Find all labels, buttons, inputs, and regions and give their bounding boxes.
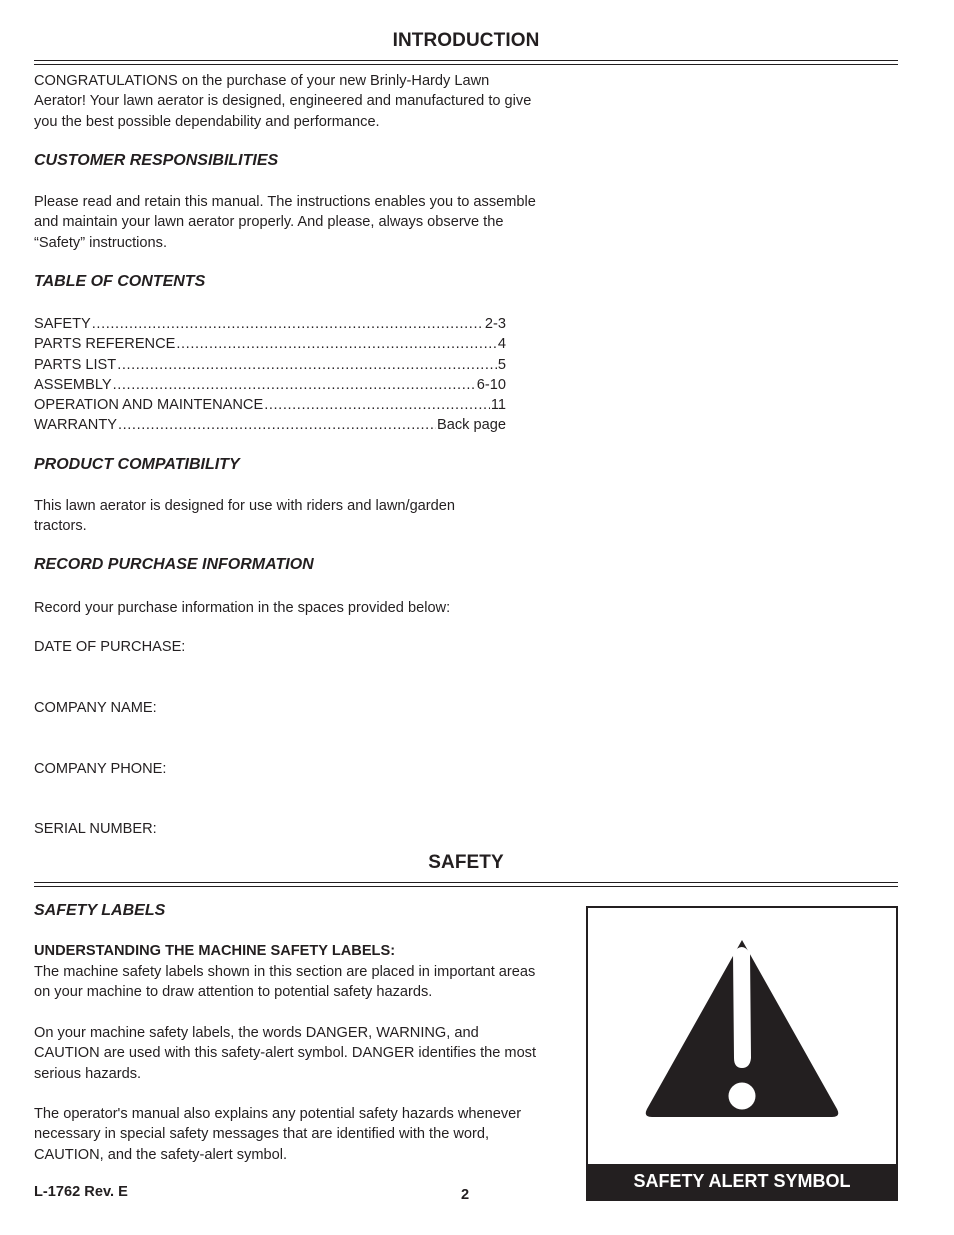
intro-paragraph: CONGRATULATIONS on the purchase of your new Brinly-Hardy Lawn Aerator! Your lawn aerator is designed, engineered and manufactured to give you the best possible dependability and performance.	[34, 73, 532, 130]
toc-entry-page: 11	[490, 397, 506, 414]
toc-entry-parts-reference	[34, 334, 506, 354]
page-number: 2	[460, 1187, 470, 1203]
toc-entry-operation-maintenance	[34, 395, 506, 415]
toc-entry-label: ASSEMBLY	[34, 376, 112, 393]
safety-alert-caption: SAFETY ALERT SYMBOL	[588, 1164, 896, 1199]
understanding-labels-heading: UNDERSTANDING THE MACHINE SAFETY LABELS:	[34, 943, 396, 959]
toc-entry-page: 5	[497, 356, 506, 373]
safety-paragraph-3: The operator's manual also explains any potential safety hazards whenever necessary in special safety messages that are identified with the word, CAUTION, and the safety-alert symbol.	[34, 1106, 522, 1163]
toc-entry-page: 4	[497, 336, 506, 353]
toc-leader-dots	[113, 375, 476, 395]
toc-entry-warranty	[34, 415, 506, 435]
toc-entry-safety	[34, 314, 506, 334]
toc-entry-label: SAFETY	[34, 316, 91, 332]
introduction-rule	[34, 60, 898, 65]
toc-leader-dots	[176, 334, 497, 354]
toc-entry-label: PARTS LIST	[34, 356, 117, 373]
toc-leader-dots	[117, 355, 497, 375]
company-name-label: COMPANY NAME:	[34, 700, 157, 716]
safety-paragraph-1: The machine safety labels shown in this section are placed in important areas on your machine to draw attention to potential safety hazards.	[34, 964, 536, 1001]
customer-responsibilities-heading: CUSTOMER RESPONSIBILITIES	[34, 152, 279, 169]
safety-alert-symbol-box	[586, 906, 898, 1201]
toc-entry-page: Back page	[437, 417, 506, 434]
toc-entry-label: WARRANTY	[34, 417, 117, 434]
toc-list	[34, 314, 506, 436]
product-compatibility-paragraph: This lawn aerator is designed for use with riders and lawn/garden tractors.	[34, 498, 456, 535]
customer-responsibilities-paragraph: Please read and retain this manual. The instructions enables you to assemble and maintain your lawn aerator properly. And please, always observe the “Safety” instructions.	[34, 194, 536, 251]
product-compatibility-heading: PRODUCT COMPATIBILITY	[34, 456, 240, 473]
company-phone-label: COMPANY PHONE:	[34, 761, 167, 777]
record-purchase-heading: RECORD PURCHASE INFORMATION	[34, 556, 314, 573]
toc-entry-page: 6-10	[476, 376, 506, 393]
toc-entry-page: 2-3	[484, 316, 506, 332]
toc-entry-assembly	[34, 375, 506, 395]
toc-entry-label: OPERATION AND MAINTENANCE	[34, 397, 264, 414]
safety-alert-triangle-icon	[588, 908, 896, 1164]
toc-leader-dots	[264, 395, 490, 415]
toc-entry-parts-list	[34, 355, 506, 375]
serial-number-label: SERIAL NUMBER:	[34, 821, 157, 837]
introduction-title: INTRODUCTION	[392, 30, 540, 51]
safety-paragraph-2: On your machine safety labels, the words DANGER, WARNING, and CAUTION are used with this safety-alert symbol. DANGER identifies the most serious hazards.	[34, 1025, 537, 1082]
toc-leader-dots	[118, 415, 436, 435]
safety-rule	[34, 882, 898, 887]
safety-labels-heading: SAFETY LABELS	[34, 902, 166, 919]
document-number: L-1762 Rev. E	[34, 1184, 128, 1200]
date-of-purchase-label: DATE OF PURCHASE:	[34, 639, 186, 655]
toc-entry-label: PARTS REFERENCE	[34, 336, 176, 353]
toc-leader-dots	[92, 314, 484, 334]
toc-heading: TABLE OF CONTENTS	[34, 273, 206, 290]
safety-title: SAFETY	[428, 852, 504, 873]
record-purchase-paragraph: Record your purchase information in the spaces provided below:	[34, 600, 451, 616]
